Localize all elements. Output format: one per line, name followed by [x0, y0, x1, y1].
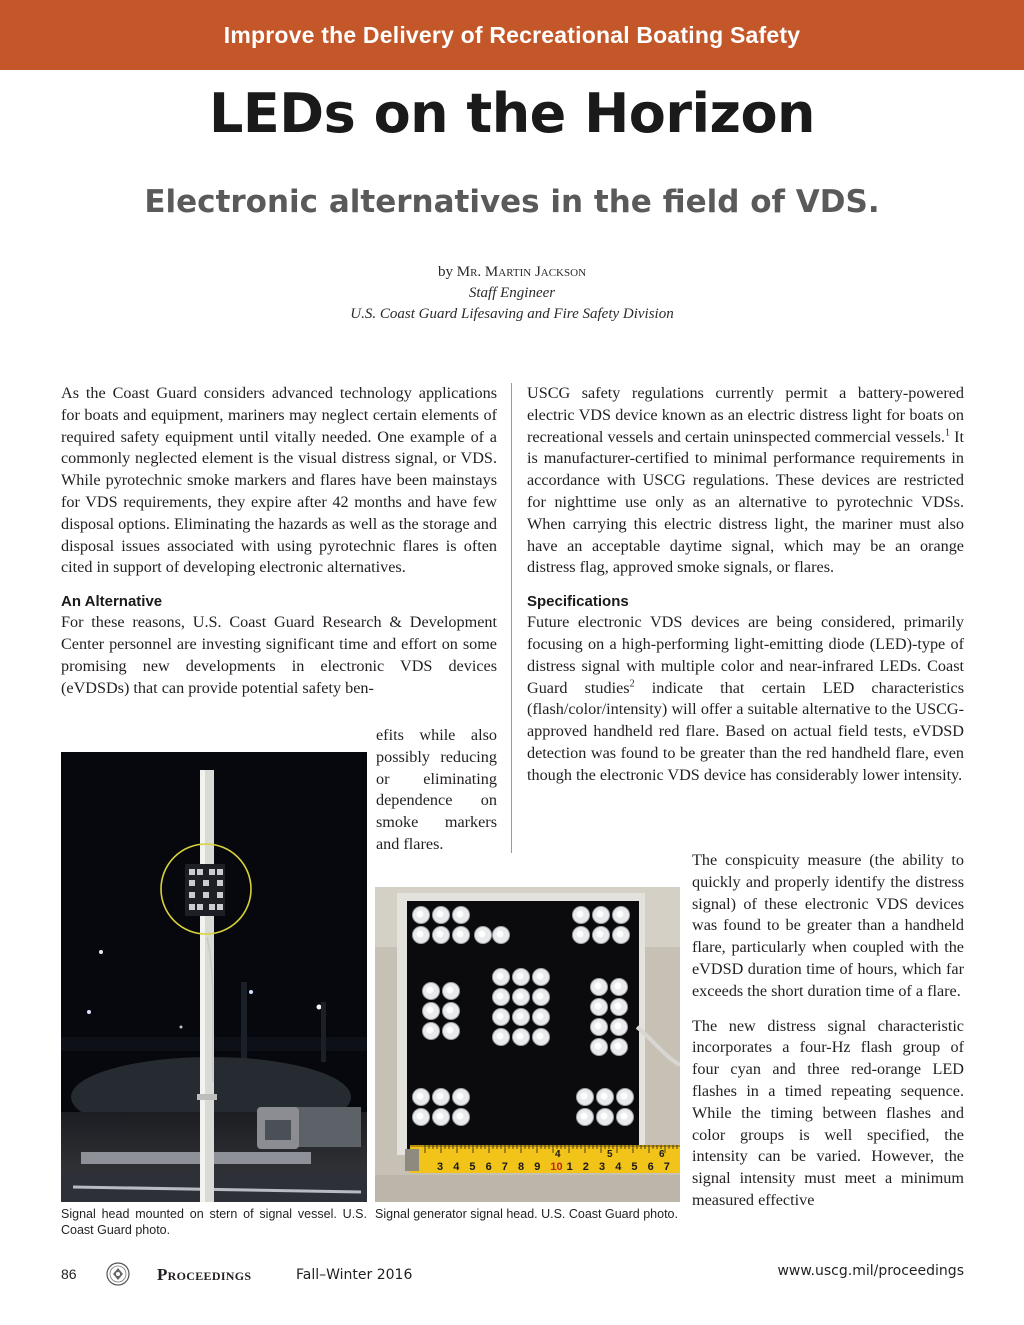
tape-bottom-number: 3	[599, 1161, 606, 1173]
led-highlight	[615, 983, 622, 990]
led-highlight	[621, 1113, 628, 1120]
tape-bottom-number: 6	[485, 1161, 492, 1173]
alternative-paragraph: For these reasons, U.S. Coast Guard Research & Development Center personnel are investing significant time and effort on some promising new developments in electronic VDS devices (eVDSDs) that can provide potential safety ben-	[61, 613, 497, 697]
led-highlight	[617, 911, 624, 918]
led-highlight	[479, 931, 486, 938]
led-highlight	[537, 993, 544, 1000]
led-highlight	[497, 993, 504, 1000]
led-highlight	[497, 973, 504, 980]
website-link[interactable]: www.uscg.mil/proceedings	[777, 1263, 964, 1279]
led-highlight	[417, 911, 424, 918]
led-highlight	[597, 911, 604, 918]
led-highlight	[437, 1113, 444, 1120]
tape-bottom-number: 1	[566, 1161, 573, 1173]
author-affiliation: U.S. Coast Guard Lifesaving and Fire Safety Division	[350, 306, 674, 322]
right-column	[527, 383, 964, 787]
column-divider	[511, 383, 512, 853]
led-highlight	[447, 987, 454, 994]
led-highlight	[457, 1113, 464, 1120]
section-banner	[0, 0, 1024, 70]
led-highlight	[417, 1093, 424, 1100]
led-highlight	[517, 1033, 524, 1040]
led-highlight	[457, 1093, 464, 1100]
led-highlight	[601, 1113, 608, 1120]
led-highlight	[577, 931, 584, 938]
coast-guard-seal-icon	[106, 1262, 130, 1286]
specifications-paragraph: Future electronic VDS devices are being considered, primarily focusing on a high-performing light-emitting diode (LED)-type of distress signal with multiple color and near-infrared LEDs. Coast Guard studies$^2$ indicate that certain LED characteristics (flash/color/intensity) will offer a suitable alternative to the USCG-approved handheld red flare. Based on actual field tests, eVDSD detection was found to be greater than the red handheld flare, even though the electronic VDS device has considerably lower intensity.	[527, 613, 964, 784]
led-highlight	[601, 1093, 608, 1100]
tape-bottom-number: 3	[437, 1161, 444, 1173]
led-highlight	[427, 1027, 434, 1034]
led-highlight	[457, 931, 464, 938]
tape-top-number: 5	[607, 1149, 613, 1160]
led-highlight	[597, 931, 604, 938]
led-highlight	[427, 1007, 434, 1014]
signal-vessel-illustration	[61, 752, 367, 1202]
tape-bottom-number: 7	[501, 1161, 508, 1173]
left-column-wrap	[376, 725, 497, 856]
led-highlight	[595, 983, 602, 990]
byline-prefix: by	[437, 264, 453, 280]
section-heading-alternative: An Alternative	[61, 593, 163, 611]
led-highlight	[497, 1013, 504, 1020]
led-highlight	[427, 987, 434, 994]
tape-top-number: 6	[659, 1149, 665, 1160]
led-highlight	[437, 911, 444, 918]
publication-name: Proceedings	[157, 1265, 252, 1284]
alternative-paragraph-continued: efits while also possibly reducing or eliminating dependence on smoke markers and flares.	[376, 726, 497, 853]
tape-bottom-number: 6	[647, 1161, 654, 1173]
section-heading-specifications: Specifications	[527, 593, 629, 611]
article-title: LEDs on the Horizon	[209, 82, 815, 145]
right-column-wrap	[692, 850, 964, 1212]
led-highlight	[517, 973, 524, 980]
article-subtitle: Electronic alternatives in the field of VDS.	[144, 184, 880, 220]
led-highlight	[621, 1093, 628, 1100]
led-highlight	[517, 993, 524, 1000]
figure-caption-2: Signal generator signal head. U.S. Coast Guard photo.	[375, 1207, 678, 1221]
tape-bottom-number: 7	[663, 1161, 670, 1173]
tape-bottom-number: 10	[550, 1161, 563, 1173]
led-highlight	[517, 1013, 524, 1020]
led-highlight	[581, 1113, 588, 1120]
tape-top-number: 4	[555, 1149, 561, 1160]
led-highlight	[497, 931, 504, 938]
author-name: Mr. Martin Jackson	[456, 264, 587, 280]
led-highlight	[417, 1113, 424, 1120]
led-highlight	[537, 1033, 544, 1040]
intro-paragraph: As the Coast Guard considers advanced technology applications for boats and equipment, mariners may neglect certain elements of required safety equipment until vitally needed. One example of a commonly neglected element is the visual distress signal, or VDS. While pyrotechnic smoke markers and flares have been mainstays for VDS requirements, they expire after 42 months and have few disposal options. Eliminating the hazards as well as the storage and disposal issues associated with using pyrotechnic flares is often cited in support of developing electronic alternatives.	[61, 384, 497, 577]
led-highlight	[417, 931, 424, 938]
led-highlight	[615, 1003, 622, 1010]
tape-bottom-number: 4	[615, 1161, 622, 1173]
tape-bottom-number: 2	[582, 1161, 589, 1173]
led-highlight	[615, 1043, 622, 1050]
signal-head-illustration	[375, 887, 680, 1202]
led-highlight	[595, 1003, 602, 1010]
regulations-paragraph: USCG safety regulations currently permit a battery-powered electric VDS device known as an electric distress light for boats on recreational vessels and certain uninspected commercial vessels.$^1$ It is manufacturer-certified to minimal performance requirements in accordance with USCG regulations. These devices are restricted for nighttime use only as an alternative to pyrotechnic VDSs. When carrying this electric distress light, the mariner must also have an acceptable daytime signal, which may be an orange distress flag, approved smoke signals, or flares.	[527, 384, 964, 577]
left-column	[61, 383, 497, 699]
led-highlight	[437, 1093, 444, 1100]
tape-bottom-number: 4	[453, 1161, 460, 1173]
tape-bottom-number: 5	[631, 1161, 638, 1173]
signal-head-photo	[375, 887, 680, 1202]
byline	[0, 262, 1024, 325]
led-highlight	[537, 973, 544, 980]
new-signal-paragraph: The new distress signal characteristic incorporates a four-Hz flash group of four cyan and three red-orange LED flashes in a timed repeating sequence. While the timing between flashes and color groups is well specified, the intensity can be varied. However, the signal intensity must meet a minimum measured effective	[692, 1016, 964, 1209]
led-highlight	[447, 1027, 454, 1034]
led-highlight	[595, 1023, 602, 1030]
led-highlight	[497, 1033, 504, 1040]
signal-vessel-photo	[61, 752, 367, 1202]
issue-date: Fall–Winter 2016	[296, 1267, 413, 1283]
led-highlight	[537, 1013, 544, 1020]
page-number: 86	[61, 1266, 77, 1282]
led-highlight	[617, 931, 624, 938]
led-highlight	[581, 1093, 588, 1100]
led-highlight	[437, 931, 444, 938]
led-highlight	[595, 1043, 602, 1050]
conspicuity-paragraph: The conspicuity measure (the ability to quickly and properly identify the distress signal) of these electronic VDS devices was found to be greater than a handheld flare, particularly when coupled with the eVDSD duration time of hours, which far exceeds the short duration time of a flare.	[692, 851, 964, 1000]
banner-text: Improve the Delivery of Recreational Boating Safety	[223, 21, 801, 48]
tape-bottom-number: 9	[534, 1161, 541, 1173]
led-highlight	[577, 911, 584, 918]
led-highlight	[447, 1007, 454, 1014]
tape-bottom-number: 5	[469, 1161, 476, 1173]
led-highlight	[615, 1023, 622, 1030]
tape-bottom-number: 8	[518, 1161, 525, 1173]
footnote-ref-2: 2	[629, 678, 635, 690]
footnote-ref-1: 1	[944, 427, 950, 439]
led-highlight	[457, 911, 464, 918]
figure-caption-1: Signal head mounted on stern of signal vessel. U.S. Coast Guard photo.	[61, 1207, 367, 1237]
author-role: Staff Engineer	[468, 285, 556, 301]
